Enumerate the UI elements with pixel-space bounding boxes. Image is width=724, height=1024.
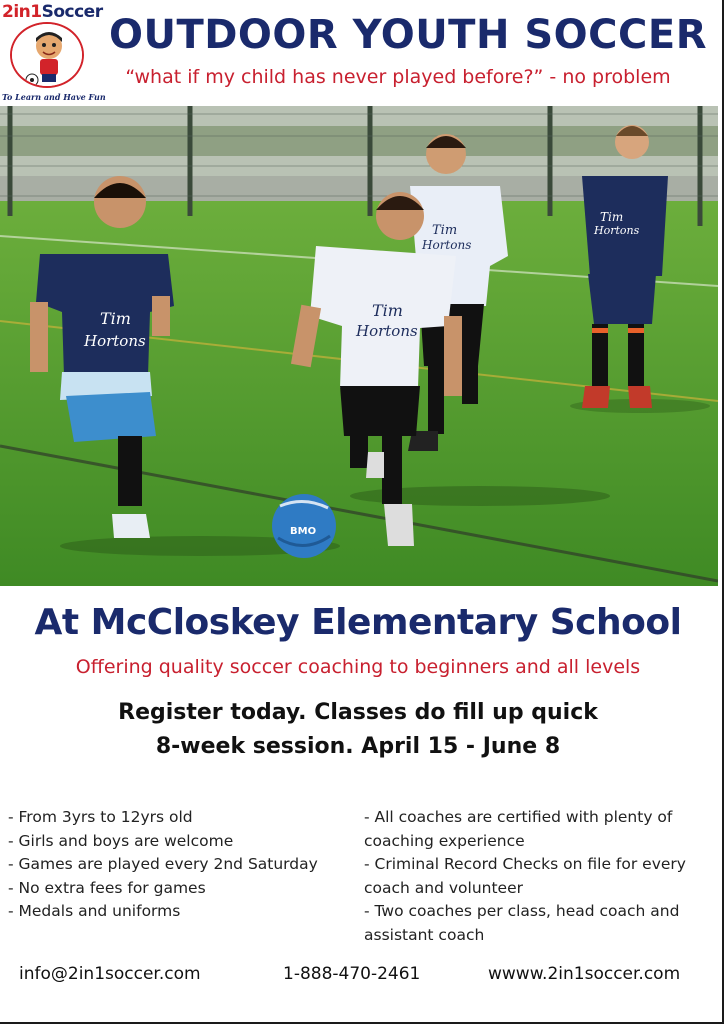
offering-text: Offering quality soccer coaching to beginners and all levels — [75, 656, 641, 678]
session-dates: 8-week session. April 15 - June 8 — [155, 734, 561, 759]
svg-text:Tim: Tim — [100, 309, 131, 328]
features-list-right — [364, 806, 709, 947]
brand-logo — [2, 2, 106, 106]
list-item: - No extra fees for games — [8, 878, 206, 897]
svg-text:Tim: Tim — [600, 210, 624, 224]
list-item: - Girls and boys are welcome — [8, 831, 234, 850]
website-link[interactable]: wwww.2in1soccer.com — [488, 964, 681, 984]
svg-text:Hortons: Hortons — [594, 224, 640, 237]
list-item: - Medals and uniforms — [8, 902, 181, 920]
page-subtitle: “what if my child has never played before?” - no problem — [125, 66, 671, 88]
svg-text:Tim: Tim — [432, 223, 458, 238]
features-list-left — [8, 806, 358, 924]
svg-text:Hortons: Hortons — [356, 322, 418, 340]
logo-tagline: To Learn and Have Fun — [2, 92, 106, 102]
svg-text:Hortons: Hortons — [84, 332, 146, 350]
list-item: - Criminal Record Checks on file for every coach and volunteer — [364, 855, 686, 897]
svg-text:Tim: Tim — [372, 301, 403, 320]
list-item: - Games are played every 2nd Saturday — [8, 855, 318, 873]
contact-email[interactable]: info@2in1soccer.com — [19, 964, 201, 984]
hero-photo — [0, 106, 718, 586]
register-text: Register today. Classes do fill up quick — [118, 700, 598, 725]
logo-mascot-icon — [10, 22, 84, 88]
school-name: At McCloskey Elementary School — [34, 602, 682, 643]
logo-wordmark: 2in1Soccer — [2, 2, 103, 22]
list-item: - From 3yrs to 12yrs old — [8, 808, 193, 826]
contact-phone[interactable]: 1-888-470-2461 — [283, 964, 421, 984]
list-item: - All coaches are certified with plenty of coaching experience — [364, 808, 673, 850]
page-title: OUTDOOR YOUTH SOCCER — [108, 12, 708, 58]
svg-text:Hortons: Hortons — [422, 238, 472, 252]
list-item: - Two coaches per class, head coach and assistant coach — [364, 902, 680, 944]
svg-text:BMO: BMO — [290, 526, 317, 537]
